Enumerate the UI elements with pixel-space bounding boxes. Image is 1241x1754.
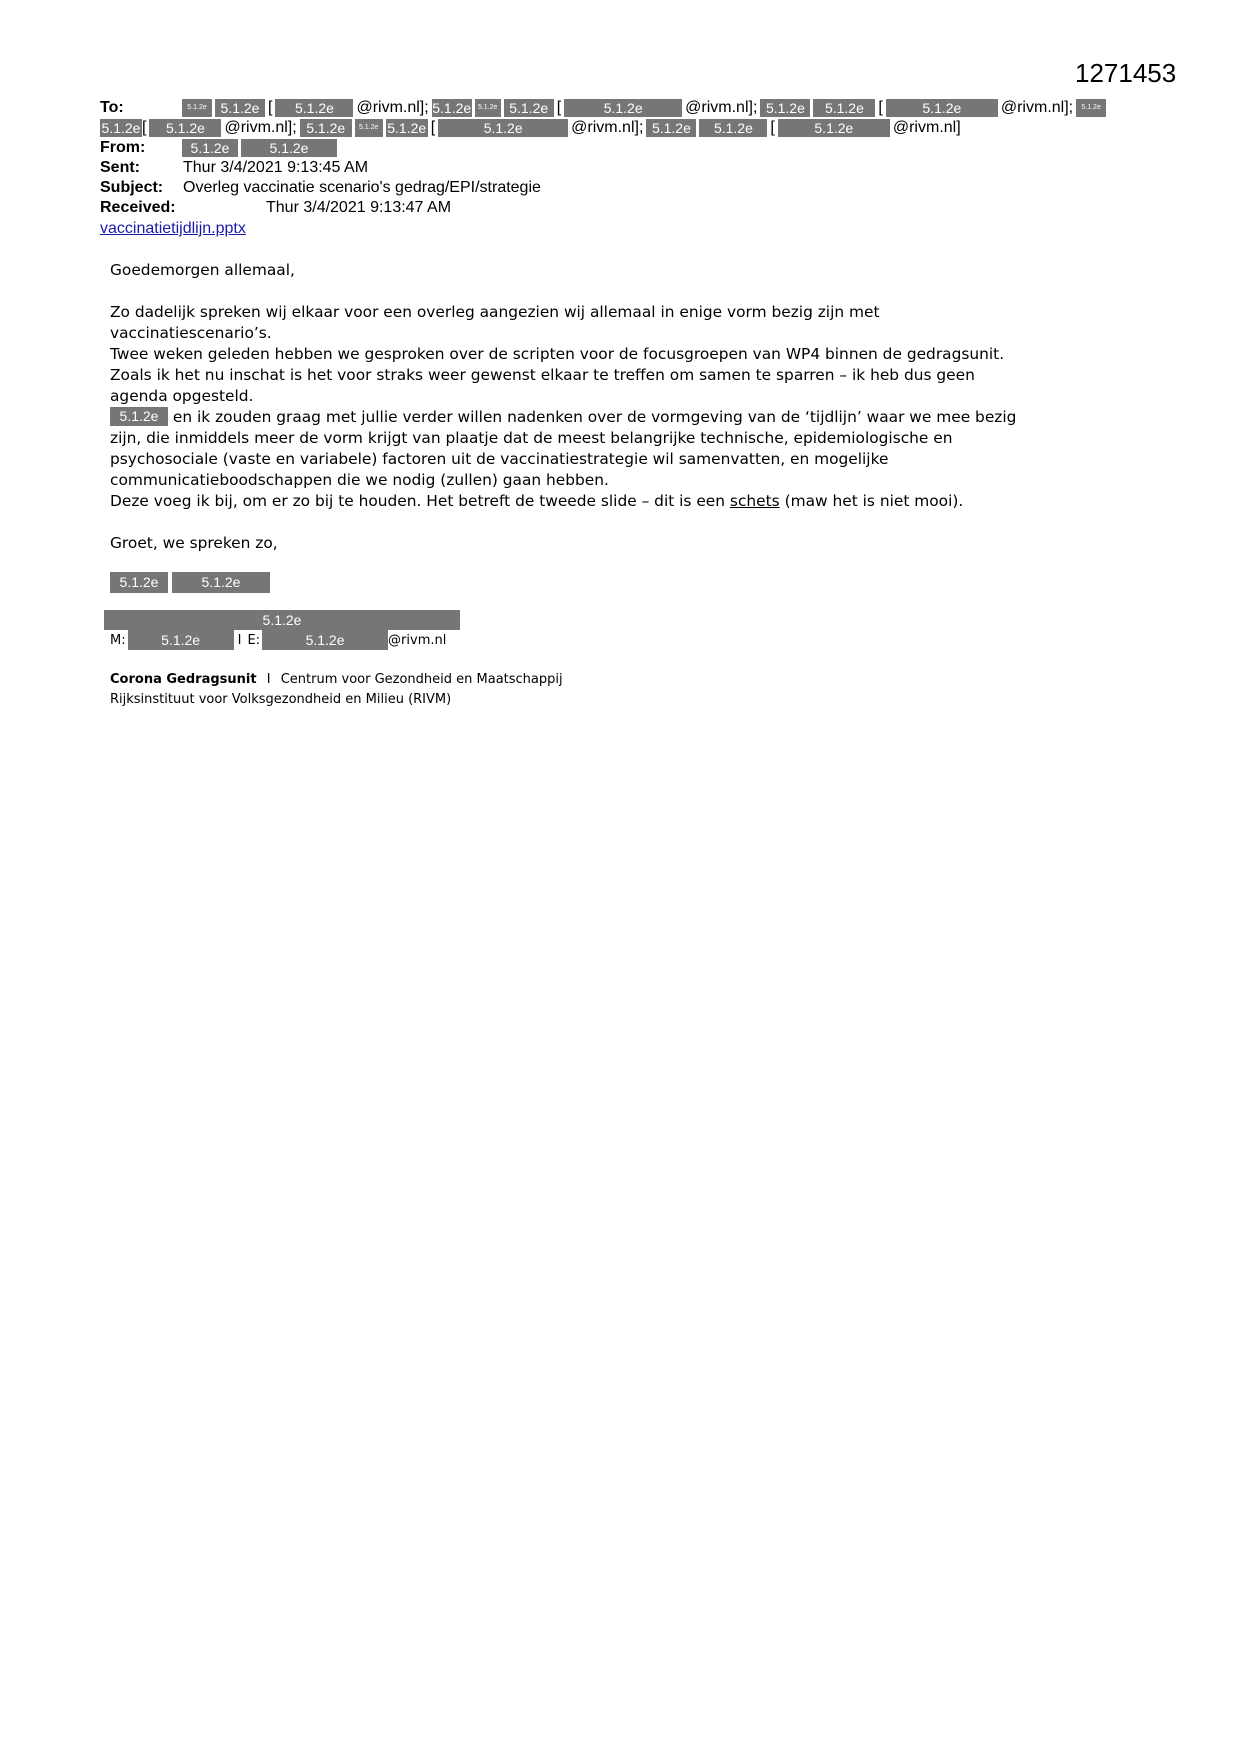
email-suffix: @rivm.nl	[388, 632, 447, 648]
redaction-block: 5.1.2e	[760, 99, 810, 117]
address-suffix: @rivm.nl];	[224, 119, 297, 136]
redaction-block: 5.1.2e	[646, 119, 696, 137]
body-paragraph-1-line-2: vaccinatiescenario’s.	[110, 324, 272, 342]
email-label: E:	[247, 632, 261, 648]
from-value	[182, 138, 340, 158]
redaction-block: 5.1.2e	[149, 119, 221, 137]
redaction-block: 5.1.2e	[438, 119, 568, 137]
address-bracket: [	[770, 119, 775, 136]
redaction-block: 5.1.2e	[128, 630, 234, 650]
redaction-block: 5.1.2e	[104, 610, 460, 630]
to-recipients-line-2	[100, 118, 964, 138]
contact-divider: I	[237, 632, 242, 648]
redaction-block: 5.1.2e	[432, 100, 472, 116]
redaction-block: 5.1.2e	[262, 630, 388, 650]
body-paragraph-1-line-1: Zo dadelijk spreken wij elkaar voor een overleg aangezien wij allemaal in enige vorm bezig zijn met	[110, 303, 880, 321]
redaction-block: 5.1.2e	[275, 99, 353, 117]
document-number: 1271453	[1075, 58, 1177, 88]
received-label: Received:	[100, 199, 176, 216]
body-paragraph-5-end: (maw het is niet mooi).	[779, 492, 964, 510]
redaction-block: 5.1.2e	[699, 119, 767, 137]
redaction-block: 5.1.2e	[778, 119, 890, 137]
to-recipients-line-1	[182, 98, 1109, 118]
signature-contact	[104, 630, 460, 650]
greeting: Goedemorgen allemaal,	[110, 261, 295, 279]
received-value: Thur 3/4/2021 9:13:47 AM	[266, 199, 452, 216]
sent-value: Thur 3/4/2021 9:13:45 AM	[183, 159, 369, 176]
sender-name	[110, 572, 273, 593]
address-bracket: [	[556, 99, 562, 116]
redaction-block: 5.1.2e	[300, 119, 352, 137]
body-paragraph-4-line-4: communicatieboodschappen die we nodig (zullen) gaan hebben.	[110, 471, 609, 489]
unit-name: Corona Gedragsunit	[110, 672, 257, 687]
address-suffix: @rivm.nl];	[356, 99, 429, 116]
address-bracket: [	[142, 119, 147, 136]
address-bracket: [	[878, 99, 883, 116]
redaction-block: 5.1.2e	[182, 99, 212, 117]
schets-link: schets	[729, 492, 780, 510]
closing: Groet, we spreken zo,	[110, 534, 278, 552]
email-body	[110, 260, 1130, 554]
centre-name: Centrum voor Gezondheid en Maatschappij	[280, 672, 563, 687]
redaction-block: 5.1.2e	[1076, 99, 1106, 117]
body-paragraph-5	[110, 491, 1130, 512]
body-paragraph-2: Twee weken geleden hebben we gesproken over de scripten voor de focusgroepen van WP4 binnen de gedragsunit.	[110, 345, 1005, 363]
redaction-block: 5.1.2e	[387, 120, 427, 136]
sent-label: Sent:	[100, 159, 140, 176]
redaction-block: 5.1.2e	[101, 120, 141, 136]
footer-divider: I	[266, 672, 271, 687]
organisation-footer	[110, 670, 563, 710]
body-paragraph-4-line-1	[110, 407, 1130, 428]
body-paragraph-4-line-2: zijn, die inmiddels meer de vorm krijgt van plaatje dat de meest belangrijke technische, epidemiologische en	[110, 429, 953, 447]
body-paragraph-3-line-1: Zoals ik het nu inschat is het voor straks weer gewenst elkaar te treffen om samen te sparren – ik heb dus geen	[110, 366, 975, 384]
redaction-block: 5.1.2e	[504, 99, 554, 117]
signature-block	[104, 610, 460, 650]
mobile-label: M:	[110, 632, 126, 648]
address-suffix: @rivm.nl];	[685, 99, 758, 116]
subject-label: Subject:	[100, 179, 164, 196]
footer-line-1	[110, 670, 563, 690]
redaction-block: 5.1.2e	[886, 99, 998, 117]
institute-name: Rijksinstituut voor Volksgezondheid en Milieu (RIVM)	[110, 692, 452, 707]
redaction-block: 5.1.2e	[182, 139, 238, 157]
redaction-block: 5.1.2e	[475, 99, 501, 117]
redaction-block: 5.1.2e	[110, 407, 168, 426]
redaction-block: 5.1.2e	[172, 572, 270, 593]
body-paragraph-5-start: Deze voeg ik bij, om er zo bij te houden. Het betreft de tweede slide – dit is een	[110, 492, 730, 510]
body-paragraph-4-text: en ik zouden graag met jullie verder willen nadenken over de vormgeving van de ‘tijdlijn’ waar we mee bezig	[168, 408, 1017, 426]
redaction-block: 5.1.2e	[813, 99, 875, 117]
redaction-block: 5.1.2e	[241, 139, 337, 157]
address-bracket: [	[268, 99, 273, 116]
address-suffix: @rivm.nl];	[1000, 99, 1074, 116]
to-label: To:	[100, 99, 124, 116]
redaction-block: 5.1.2e	[215, 99, 265, 117]
body-paragraph-4-line-3: psychosociale (vaste en variabele) factoren uit de vaccinatiestrategie wil samenvatten, en mogelijke	[110, 450, 889, 468]
address-suffix: @rivm.nl];	[571, 119, 644, 136]
redaction-block: 5.1.2e	[110, 572, 168, 593]
subject-value: Overleg vaccinatie scenario's gedrag/EPI/strategie	[183, 179, 541, 196]
attachment-link[interactable]: vaccinatietijdlijn.pptx	[100, 220, 246, 237]
redaction-block: 5.1.2e	[564, 99, 682, 117]
address-suffix: @rivm.nl]	[892, 119, 961, 136]
from-label: From:	[100, 139, 146, 156]
body-paragraph-3-line-2: agenda opgesteld.	[110, 387, 254, 405]
address-bracket: [	[430, 119, 436, 136]
redaction-block: 5.1.2e	[355, 119, 383, 137]
